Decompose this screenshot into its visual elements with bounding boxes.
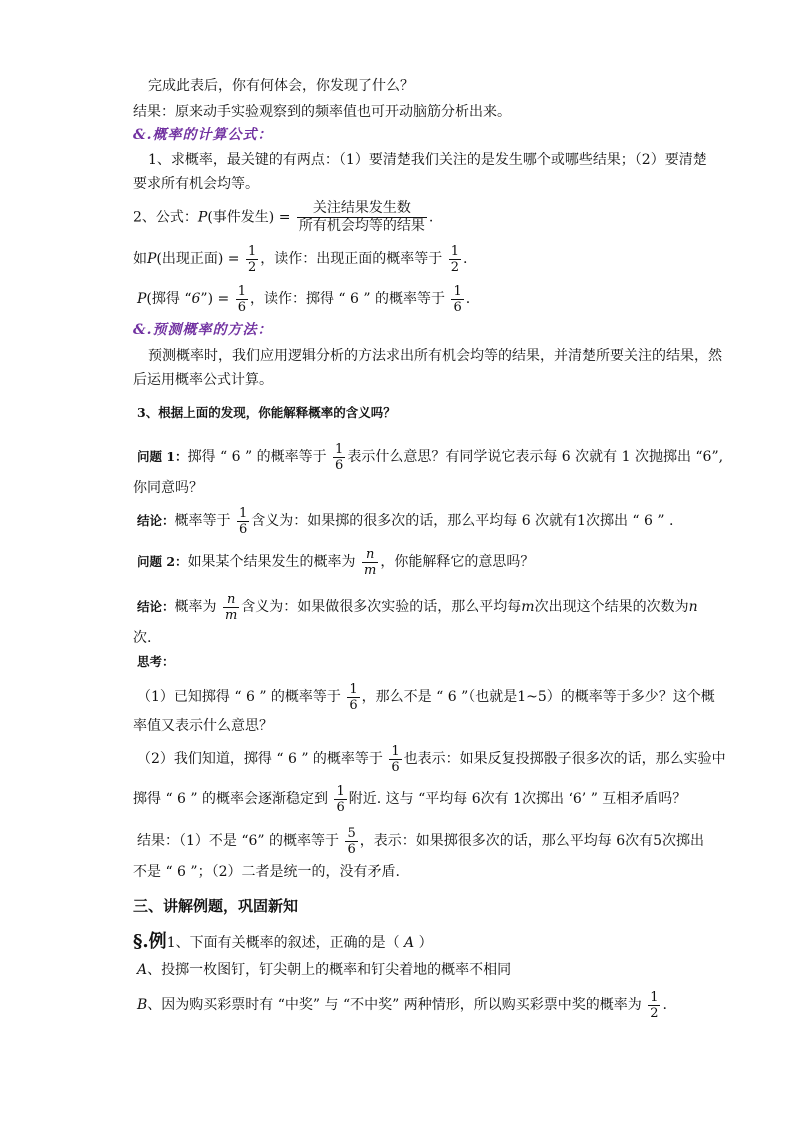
conclusion-2-n: n: [688, 599, 698, 615]
result-num: 5: [347, 825, 356, 841]
problem-2-num: n: [362, 547, 378, 563]
formula-prefix: 2、公式：: [133, 209, 198, 226]
think-2-text-a: （2）我们知道，掷得 “ 6 ” 的概率等于: [137, 751, 383, 767]
think-2-num2: 1: [336, 783, 345, 799]
ex-six-mid: ，读作：掷得 “ 6 ” 的概率等于: [249, 291, 445, 307]
think-2-den: 6: [391, 759, 400, 775]
formula-event: (事件发生) =: [207, 209, 291, 226]
conclusion-1-label: 结论：: [137, 513, 175, 528]
predict-line-1: 预测概率时，我们应用逻辑分析的方法求出所有机会均等的结果，并清楚所要关注的结果，然: [148, 348, 722, 364]
ex-six-num2: 1: [453, 283, 462, 299]
option-b-den: 2: [650, 1005, 659, 1021]
conclusion-2-line-2: 次.: [133, 630, 152, 646]
problem-1-fraction: [333, 442, 345, 473]
ex-heads-den: 2: [247, 259, 257, 275]
ex-six-six: 6: [191, 291, 201, 307]
result-line-1: [137, 824, 704, 858]
conclusion-2-text-b: 含义为：如果做很多次实验的话，那么平均每: [241, 599, 522, 615]
option-b: [137, 988, 667, 1022]
think-1-line-2: 率值又表示什么意思？: [133, 718, 273, 734]
ex-six-event-end: ”) =: [200, 291, 230, 307]
conclusion-2-text-a: 概率为: [174, 599, 217, 615]
option-b-fraction: [648, 990, 660, 1021]
ex-six-suffix: .: [465, 291, 471, 307]
formula-p: P: [197, 209, 208, 226]
conclusion-2-num: n: [223, 592, 239, 608]
ex-heads-fraction-2: [449, 244, 461, 275]
think-1-text-a: （1）已知掷得 “ 6 ” 的概率等于: [137, 689, 341, 705]
conclusion-1-num: 1: [238, 505, 248, 521]
result-line-2: 不是 “ 6 ”；（2）二者是统一的，没有矛盾.: [133, 864, 400, 880]
ex-six-event: (掷得 “: [146, 291, 192, 307]
example-six-line: [137, 282, 470, 316]
ex-six-den2: 6: [453, 299, 462, 315]
option-a-letter: A: [137, 962, 148, 978]
think-2-line-2: [133, 782, 686, 816]
think-2-line-1: [137, 742, 726, 776]
ex-heads-mid: ，读作：出现正面的概率等于: [260, 251, 443, 267]
formula-numerator: 关注结果发生数: [297, 200, 427, 218]
problem-1-text-b: 表示什么意思？有同学说它表示每 6 次就有 1 次抛掷出 “6”,: [347, 449, 724, 465]
problem-2-line: [137, 545, 534, 579]
formula-fraction: [297, 200, 427, 235]
result-fraction: [345, 826, 357, 857]
result-text-a: 结果：（1）不是 “6” 的概率等于: [137, 833, 340, 849]
section-3-heading: 三、讲解例题，巩固新知: [133, 897, 299, 915]
formula-line: [133, 200, 433, 235]
ex-six-fraction: [236, 284, 248, 315]
formula-suffix: .: [428, 209, 434, 226]
example-1-close: ）: [418, 935, 433, 951]
problem-1-line-1: [137, 440, 723, 474]
problem-2-fraction: [362, 547, 378, 578]
think-1-text-b: ，那么不是 “ 6 ”（也就是1~5）的概率等于多少？这个概: [361, 689, 715, 705]
calc-point-1-line-2: 要求所有机会均等。: [133, 176, 259, 192]
conclusion-1-den: 6: [238, 521, 248, 537]
conclusion-2-m: m: [521, 599, 535, 615]
example-1-line: [133, 932, 433, 953]
ex-heads-num: 1: [247, 243, 257, 259]
think-2-line2-a: 掷得 “ 6 ” 的概率会逐渐稳定到: [133, 791, 329, 807]
option-a: [137, 960, 511, 980]
example-mark: §.例: [133, 931, 167, 952]
conclusion-1-line: [137, 504, 673, 538]
conclusion-1-text-b: 含义为：如果掷的很多次的话，那么平均每 6 次就有1次掷出 “ 6 ” .: [251, 513, 674, 529]
think-2-num: 1: [391, 743, 400, 759]
think-1-den: 6: [349, 697, 358, 713]
example-1-answer: A: [404, 935, 415, 951]
problem-1-label: 问题 1：: [137, 449, 188, 464]
ex-six-den: 6: [237, 299, 246, 315]
paragraph-reflection: 完成此表后，你有何体会，你发现了什么？: [148, 78, 414, 94]
option-b-text: 、因为购买彩票时有 “中奖” 与 “不中奖” 两种情形，所以购买彩票中奖的概率为: [147, 997, 642, 1013]
conclusion-2-line-1: [137, 590, 698, 624]
conclusion-2-den: m: [224, 607, 238, 623]
think-1-line-1: [137, 680, 715, 714]
ex-heads-suffix: .: [463, 251, 468, 267]
ex-six-p: P: [137, 291, 147, 307]
section-heading-calc-formula: &.概率的计算公式：: [133, 127, 273, 143]
think-2-den2: 6: [336, 799, 345, 815]
think-2-fraction-2: [334, 784, 346, 815]
problem-2-den: m: [364, 562, 377, 578]
result-text-b: ，表示：如果掷很多次的话，那么平均每 6次有5次掷出: [359, 833, 705, 849]
problem-2-text-a: 如果某个结果发生的概率为: [187, 554, 356, 570]
think-label: 思考：: [137, 654, 175, 669]
problem-1-line-2: 你同意吗？: [133, 480, 203, 496]
ex-heads-p: P: [147, 251, 157, 267]
problem-2-label: 问题 2：: [137, 554, 188, 569]
conclusion-1-text-a: 概率等于: [174, 513, 231, 529]
option-a-text: 、投掷一枚图钉，钉尖朝上的概率和钉尖着地的概率不相同: [147, 962, 512, 978]
ex-six-fraction-2: [451, 284, 463, 315]
option-b-suffix: .: [662, 997, 667, 1013]
think-2-text-b: 也表示：如果反复投掷骰子很多次的话，那么实验中: [403, 751, 726, 767]
conclusion-2-text-c: 次出现这个结果的次数为: [534, 599, 689, 615]
example-heads-line: [133, 242, 467, 276]
ex-six-num: 1: [237, 283, 246, 299]
ex-heads-num2: 1: [450, 243, 459, 259]
ex-heads-event: (出现正面) =: [156, 251, 240, 267]
conclusion-2-fraction: [223, 592, 239, 623]
option-b-num: 1: [650, 989, 659, 1005]
think-1-fraction: [347, 682, 359, 713]
formula-denominator: 所有机会均等的结果: [298, 218, 425, 234]
problem-1-num: 1: [335, 441, 344, 457]
problem-1-text-a: 掷得 “ 6 ” 的概率等于: [187, 449, 327, 465]
think-2-fraction: [389, 744, 401, 775]
result-den: 6: [347, 841, 356, 857]
question-3: 3、根据上面的发现，你能解释概率的含义吗？: [137, 405, 396, 420]
ex-heads-prefix: 如: [133, 251, 147, 267]
section-heading-predict: &.预测概率的方法：: [133, 322, 273, 338]
ex-heads-fraction: [246, 244, 258, 275]
ex-heads-den2: 2: [450, 259, 459, 275]
paragraph-result: 结果：原来动手实验观察到的频率值也可开动脑筋分析出来。: [133, 104, 511, 120]
think-2-line2-b: 附近. 这与 “平均每 6次有 1次掷出 ‘6’ ” 互相矛盾吗？: [348, 791, 687, 807]
predict-line-2: 后运用概率公式计算。: [133, 372, 273, 388]
problem-1-den: 6: [335, 457, 344, 473]
example-1-text: 1、下面有关概率的叙述，正确的是（: [166, 935, 400, 951]
conclusion-1-fraction: [237, 506, 249, 537]
option-b-letter: B: [137, 997, 148, 1013]
problem-2-text-b: ，你能解释它的意思吗？: [380, 554, 535, 570]
calc-point-1-line-1: 1、求概率，最关键的有两点：（1）要清楚我们关注的是发生哪个或哪些结果；（2）要清楚: [148, 152, 707, 168]
think-1-num: 1: [349, 681, 358, 697]
conclusion-2-label: 结论：: [137, 599, 175, 614]
